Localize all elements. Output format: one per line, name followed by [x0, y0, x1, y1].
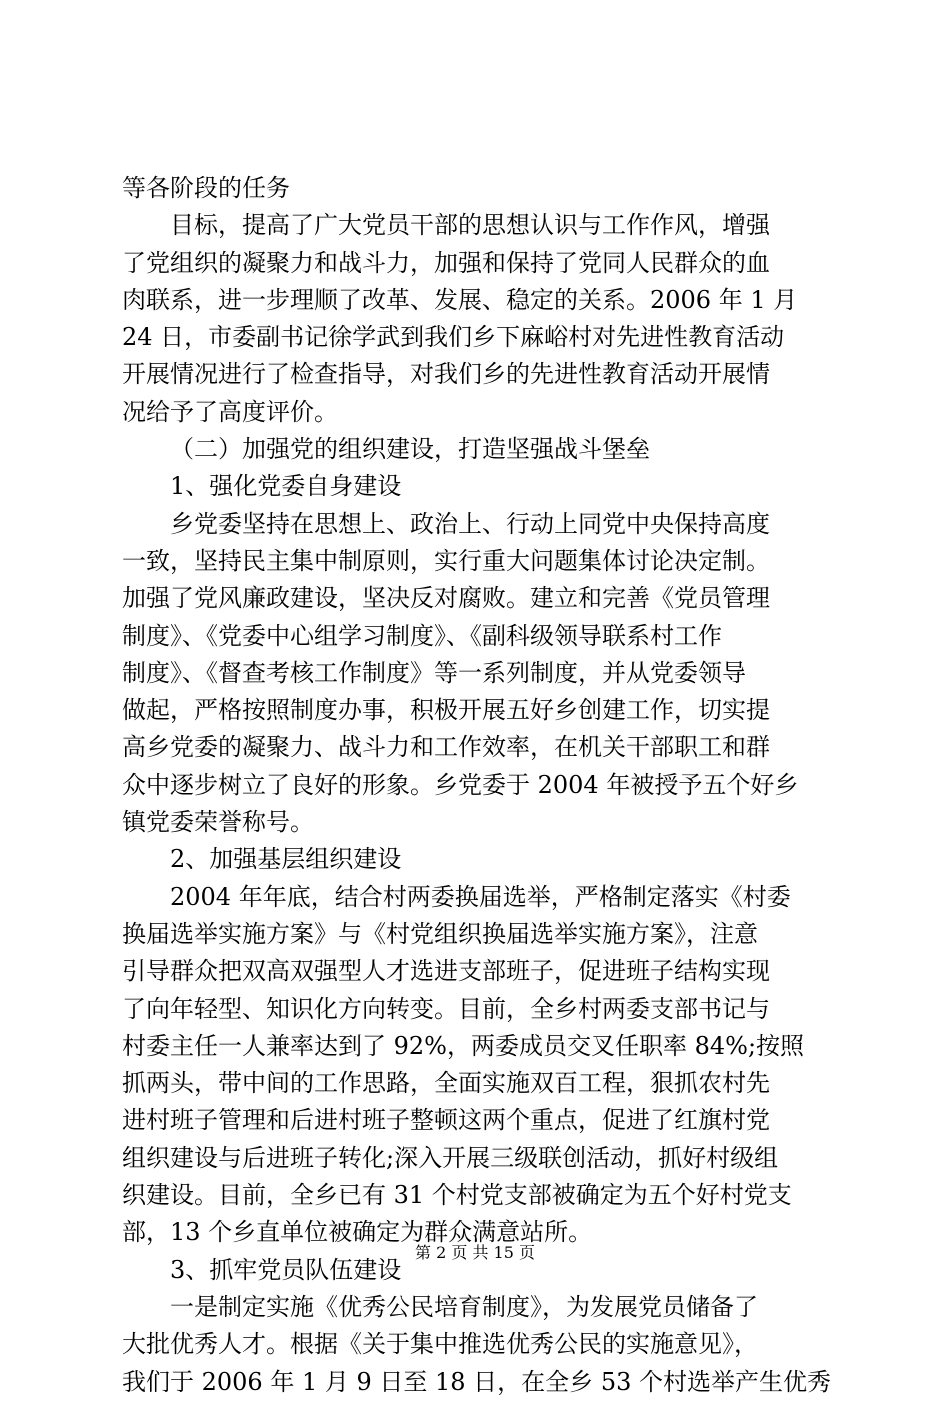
text-line: 织建设。目前，全乡已有 31 个村党支部被确定为五个好村党支 [122, 1181, 792, 1210]
text-line: 换届选举实施方案》与《村党组织换届选举实施方案》，注意 [122, 919, 758, 948]
text-line: 况给予了高度评价。 [122, 397, 338, 426]
subsection-heading: 3、抓牢党员队伍建设 [170, 1255, 402, 1284]
text-line: 等各阶段的任务 [122, 174, 290, 202]
text-line: 24 日，市委副书记徐学武到我们乡下麻峪村对先进性教育活动 [122, 323, 785, 352]
text-line: 2004 年年底，结合村两委换届选举，严格制定落实《村委 [170, 882, 791, 911]
subsection-heading: 1、强化党委自身建设 [170, 472, 402, 501]
text-line: 制度》、《督查考核工作制度》等一系列制度，并从党委领导 [122, 658, 746, 687]
text-line: 一是制定实施《优秀公民培育制度》，为发展党员储备了 [170, 1292, 758, 1321]
text-line: 目标，提高了广大党员干部的思想认识与工作作风，增强 [170, 211, 770, 240]
text-line: 进村班子管理和后进村班子整顿这两个重点，促进了红旗村党 [122, 1106, 770, 1135]
text-line: 大批优秀人才。根据《关于集中推选优秀公民的实施意见》， [122, 1330, 758, 1359]
text-line: 部，13 个乡直单位被确定为群众满意站所。 [122, 1218, 593, 1247]
text-line: 加强了党风廉政建设，坚决反对腐败。建立和完善《党员管理 [122, 584, 770, 613]
text-line: 高乡党委的凝聚力、战斗力和工作效率，在机关干部职工和群 [122, 733, 770, 762]
text-line: 抓两头，带中间的工作思路，全面实施双百工程，狠抓农村先 [122, 1069, 770, 1098]
document-body [122, 170, 830, 1401]
text-line: 开展情况进行了检查指导，对我们乡的先进性教育活动开展情 [122, 360, 770, 389]
section-heading: （二）加强党的组织建设，打造坚强战斗堡垒 [170, 435, 650, 464]
text-line: 我们于 2006 年 1 月 9 日至 18 日，在全乡 53 个村选举产生优秀 [122, 1367, 831, 1396]
text-line: 制度》、《党委中心组学习制度》、《副科级领导联系村工作 [122, 621, 722, 650]
text-line: 了党组织的凝聚力和战斗力，加强和保持了党同人民群众的血 [122, 248, 770, 277]
subsection-heading: 2、加强基层组织建设 [170, 845, 402, 874]
text-line: 引导群众把双高双强型人才选进支部班子，促进班子结构实现 [122, 957, 770, 986]
text-line: 组织建设与后进班子转化;深入开展三级联创活动，抓好村级组 [122, 1143, 779, 1172]
text-line: 镇党委荣誉称号。 [122, 808, 314, 837]
text-line: 肉联系，进一步理顺了改革、发展、稳定的关系。2006 年 1 月 [122, 285, 798, 314]
text-line: 了向年轻型、知识化方向转变。目前，全乡村两委支部书记与 [122, 994, 770, 1023]
text-line: 一致，坚持民主集中制原则，实行重大问题集体讨论决定制。 [122, 546, 770, 575]
text-line: 众中逐步树立了良好的形象。乡党委于 2004 年被授予五个好乡 [122, 770, 799, 799]
text-line: 乡党委坚持在思想上、政治上、行动上同党中央保持高度 [170, 509, 770, 538]
page-number-footer: 第 2 页 共 15 页 [415, 1243, 535, 1262]
text-line: 村委主任一人兼率达到了 92%，两委成员交叉任职率 84%;按照 [122, 1031, 805, 1060]
text-line: 做起，严格按照制度办事，积极开展五好乡创建工作，切实提 [122, 696, 770, 725]
